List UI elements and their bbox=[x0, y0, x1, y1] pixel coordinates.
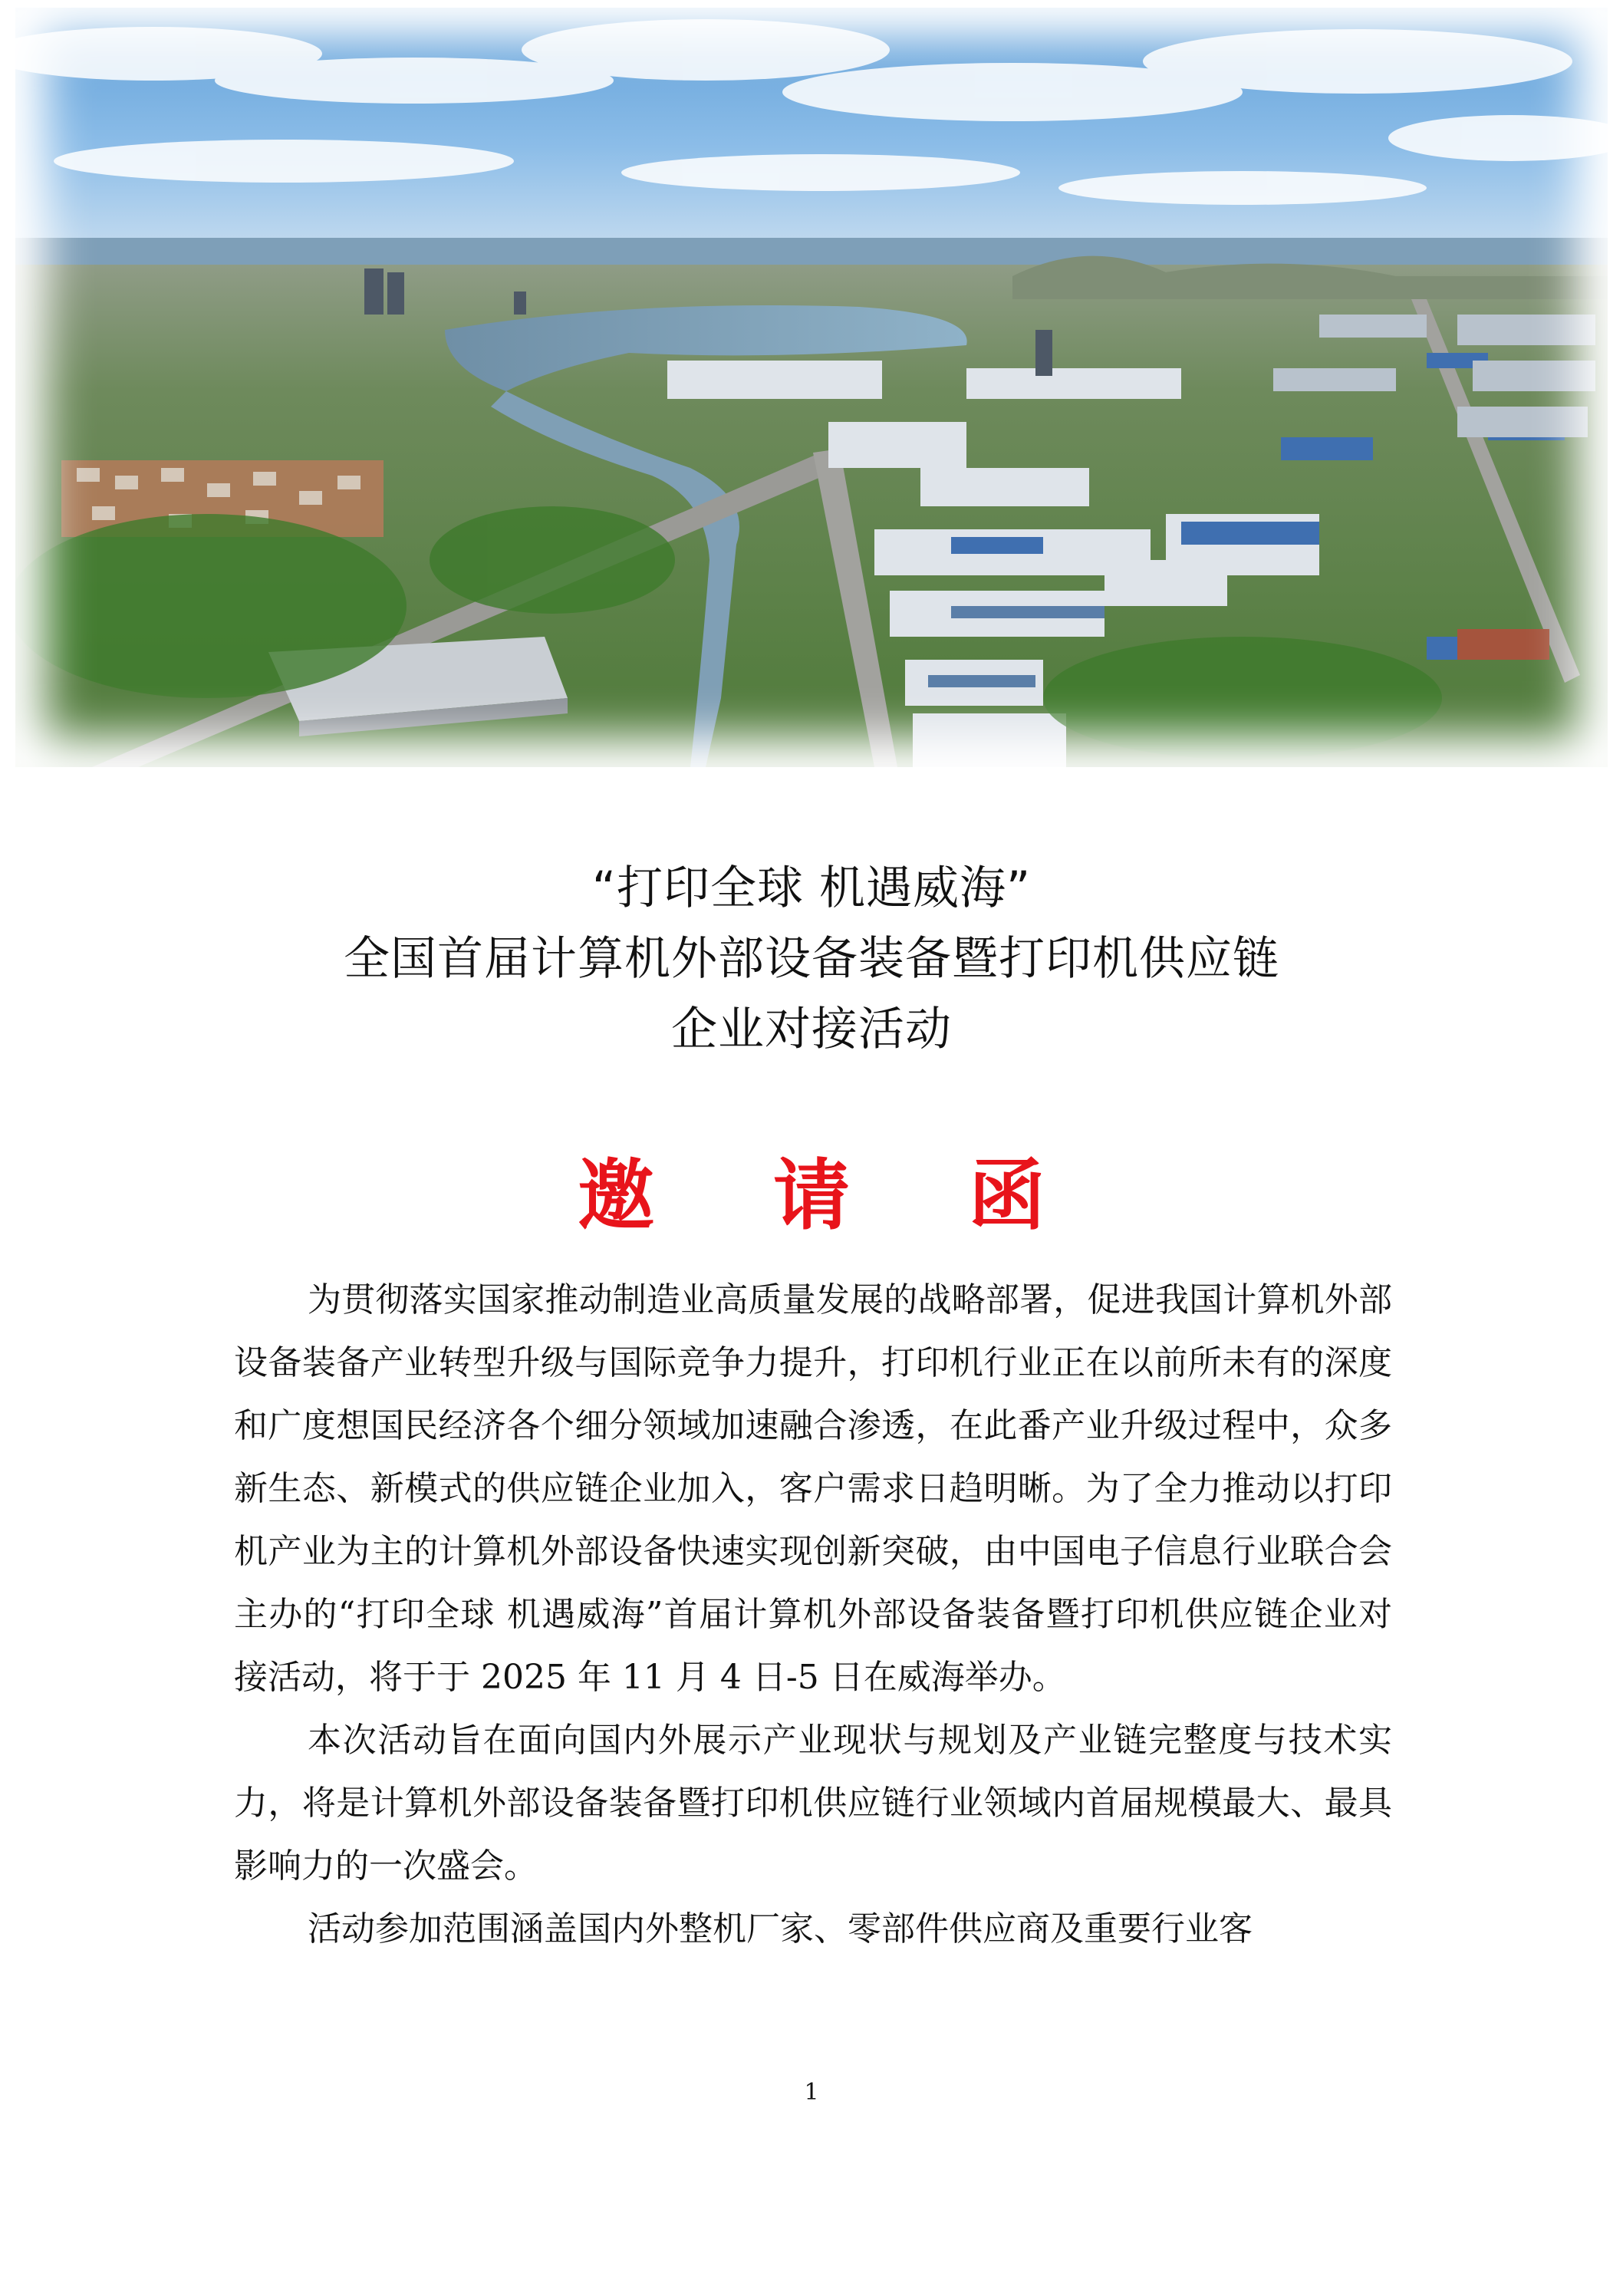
page-number: 1 bbox=[804, 2079, 819, 2106]
paragraph: 本次活动旨在面向国内外展示产业现状与规划及产业链完整度与技术实力，将是计算机外部设备装备暨打印机供应链行业领域内首届规模最大、最具影响力的一次盛会。 bbox=[234, 1721, 1392, 1886]
paragraph: 为贯彻落实国家推动制造业高质量发展的战略部署，促进我国计算机外部设备装备产业转型升级与国际竞争力提升，打印机行业正在以前所未有的深度和广度想国民经济各个细分领域加速融合渗透，在此番产业升级过程中，众多新生态、新模式的供应链企业加入，客户需求日趋明晰。为了全力推动以打印机产业为主的计算机外部设备快速实现创新突破，由中国电子信息行业联合会主办的“打印全球 机遇威海”首届计算机外部设备装备暨打印机供应链企业对接活动，将于于 2025 年 11 月 4 日-5 日在威海举办。 bbox=[234, 1280, 1392, 1697]
invitation-body bbox=[234, 1269, 1392, 1961]
title-event-subtitle: 企业对接活动 bbox=[671, 1003, 952, 1056]
title-slogan: “打印全球 机遇威海” bbox=[591, 861, 1032, 915]
title-event-name: 全国首届计算机外部设备装备暨打印机供应链 bbox=[344, 932, 1279, 986]
invitation-heading: 邀 请 函 bbox=[578, 1151, 1091, 1240]
aerial-industrial-park-photo bbox=[15, 8, 1608, 767]
event-title bbox=[0, 853, 1623, 1065]
paragraph: 活动参加范围涵盖国内外整机厂家、零部件供应商及重要行业客 bbox=[308, 1909, 1253, 1948]
